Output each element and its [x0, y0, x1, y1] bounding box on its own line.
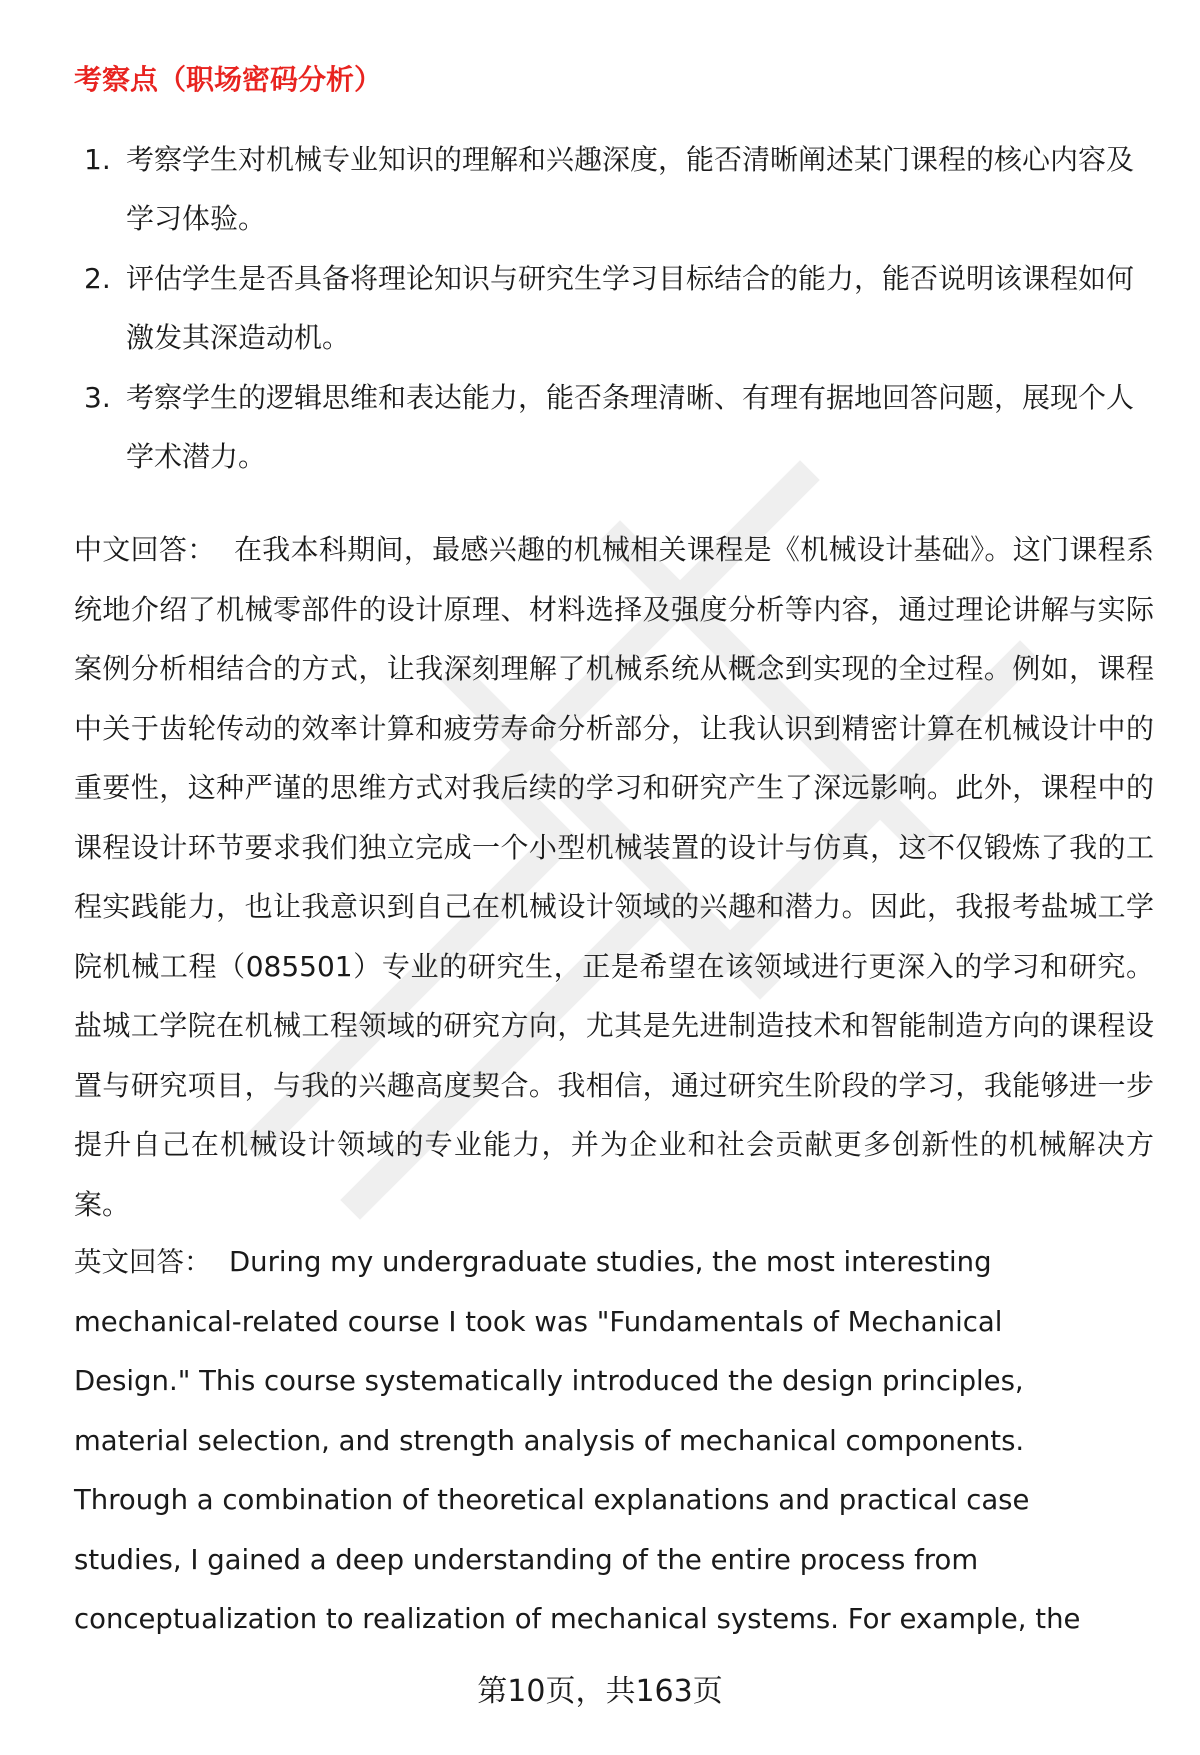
page-number-footer: 第10页，共163页 — [477, 1674, 723, 1709]
assessment-points-list — [74, 130, 1154, 487]
english-answer-label: 英文回答： — [74, 1246, 212, 1278]
chinese-answer-text: 在我本科期间，最感兴趣的机械相关课程是《机械设计基础》。这门课程系统地介绍了机械零部件的设计原理、材料选择及强度分析等内容，通过理论讲解与实际案例分析相结合的方式，让我深刻理解了机械系统从概念到实现的全过程。例如，课程中关于齿轮传动的效率计算和疲劳寿命分析部分，让我认识到精密计算在机械设计中的重要性，这种严谨的思维方式对我后续的学习和研究产生了深远影响。此外，课程中的课程设计环节要求我们独立完成一个小型机械装置的设计与仿真，这不仅锻炼了我的工程实践能力，也让我意识到自己在机械设计领域的兴趣和潜力。因此，我报考盐城工学院机械工程（085501）专业的研究生，正是希望在该领域进行更深入的学习和研究。盐城工学院在机械工程领域的研究方向，尤其是先进制造技术和智能制造方向的课程设置与研究项目，与我的兴趣高度契合。我相信，通过研究生阶段的学习，我能够进一步提升自己在机械设计领域的专业能力，并为企业和社会贡献更多创新性的机械解决方案。 — [74, 533, 1154, 1221]
list-item — [74, 249, 1154, 367]
list-item-text: 评估学生是否具备将理论知识与研究生学习目标结合的能力，能否说明该课程如何激发其深造动机。 — [126, 262, 1135, 354]
chinese-answer-label: 中文回答： — [74, 533, 216, 566]
english-answer-text: During my undergraduate studies, the most interesting mechanical-related course I took was "Fundamentals of Mechanical Design." This course systematically introduced the design principles, material selection, and strength analysis of mechanical components. Through a combination of theoretical explanations and practical case studies, I gained a deep understanding of the entire process from conceptualization to realization of mechanical systems. For example, the — [74, 1246, 1081, 1635]
chinese-answer-paragraph — [74, 520, 1154, 1234]
list-number: 2. — [84, 262, 111, 295]
list-item — [74, 130, 1154, 248]
list-item-text: 考察学生对机械专业知识的理解和兴趣深度，能否清晰阐述某门课程的核心内容及学习体验。 — [126, 143, 1135, 235]
section-title: 考察点（职场密码分析） — [74, 63, 383, 96]
list-item-text: 考察学生的逻辑思维和表达能力，能否条理清晰、有理有据地回答问题，展现个人学术潜力。 — [126, 381, 1135, 473]
list-number: 1. — [84, 143, 111, 176]
list-item — [74, 368, 1154, 486]
english-answer-paragraph — [74, 1233, 1114, 1650]
list-number: 3. — [84, 381, 111, 414]
